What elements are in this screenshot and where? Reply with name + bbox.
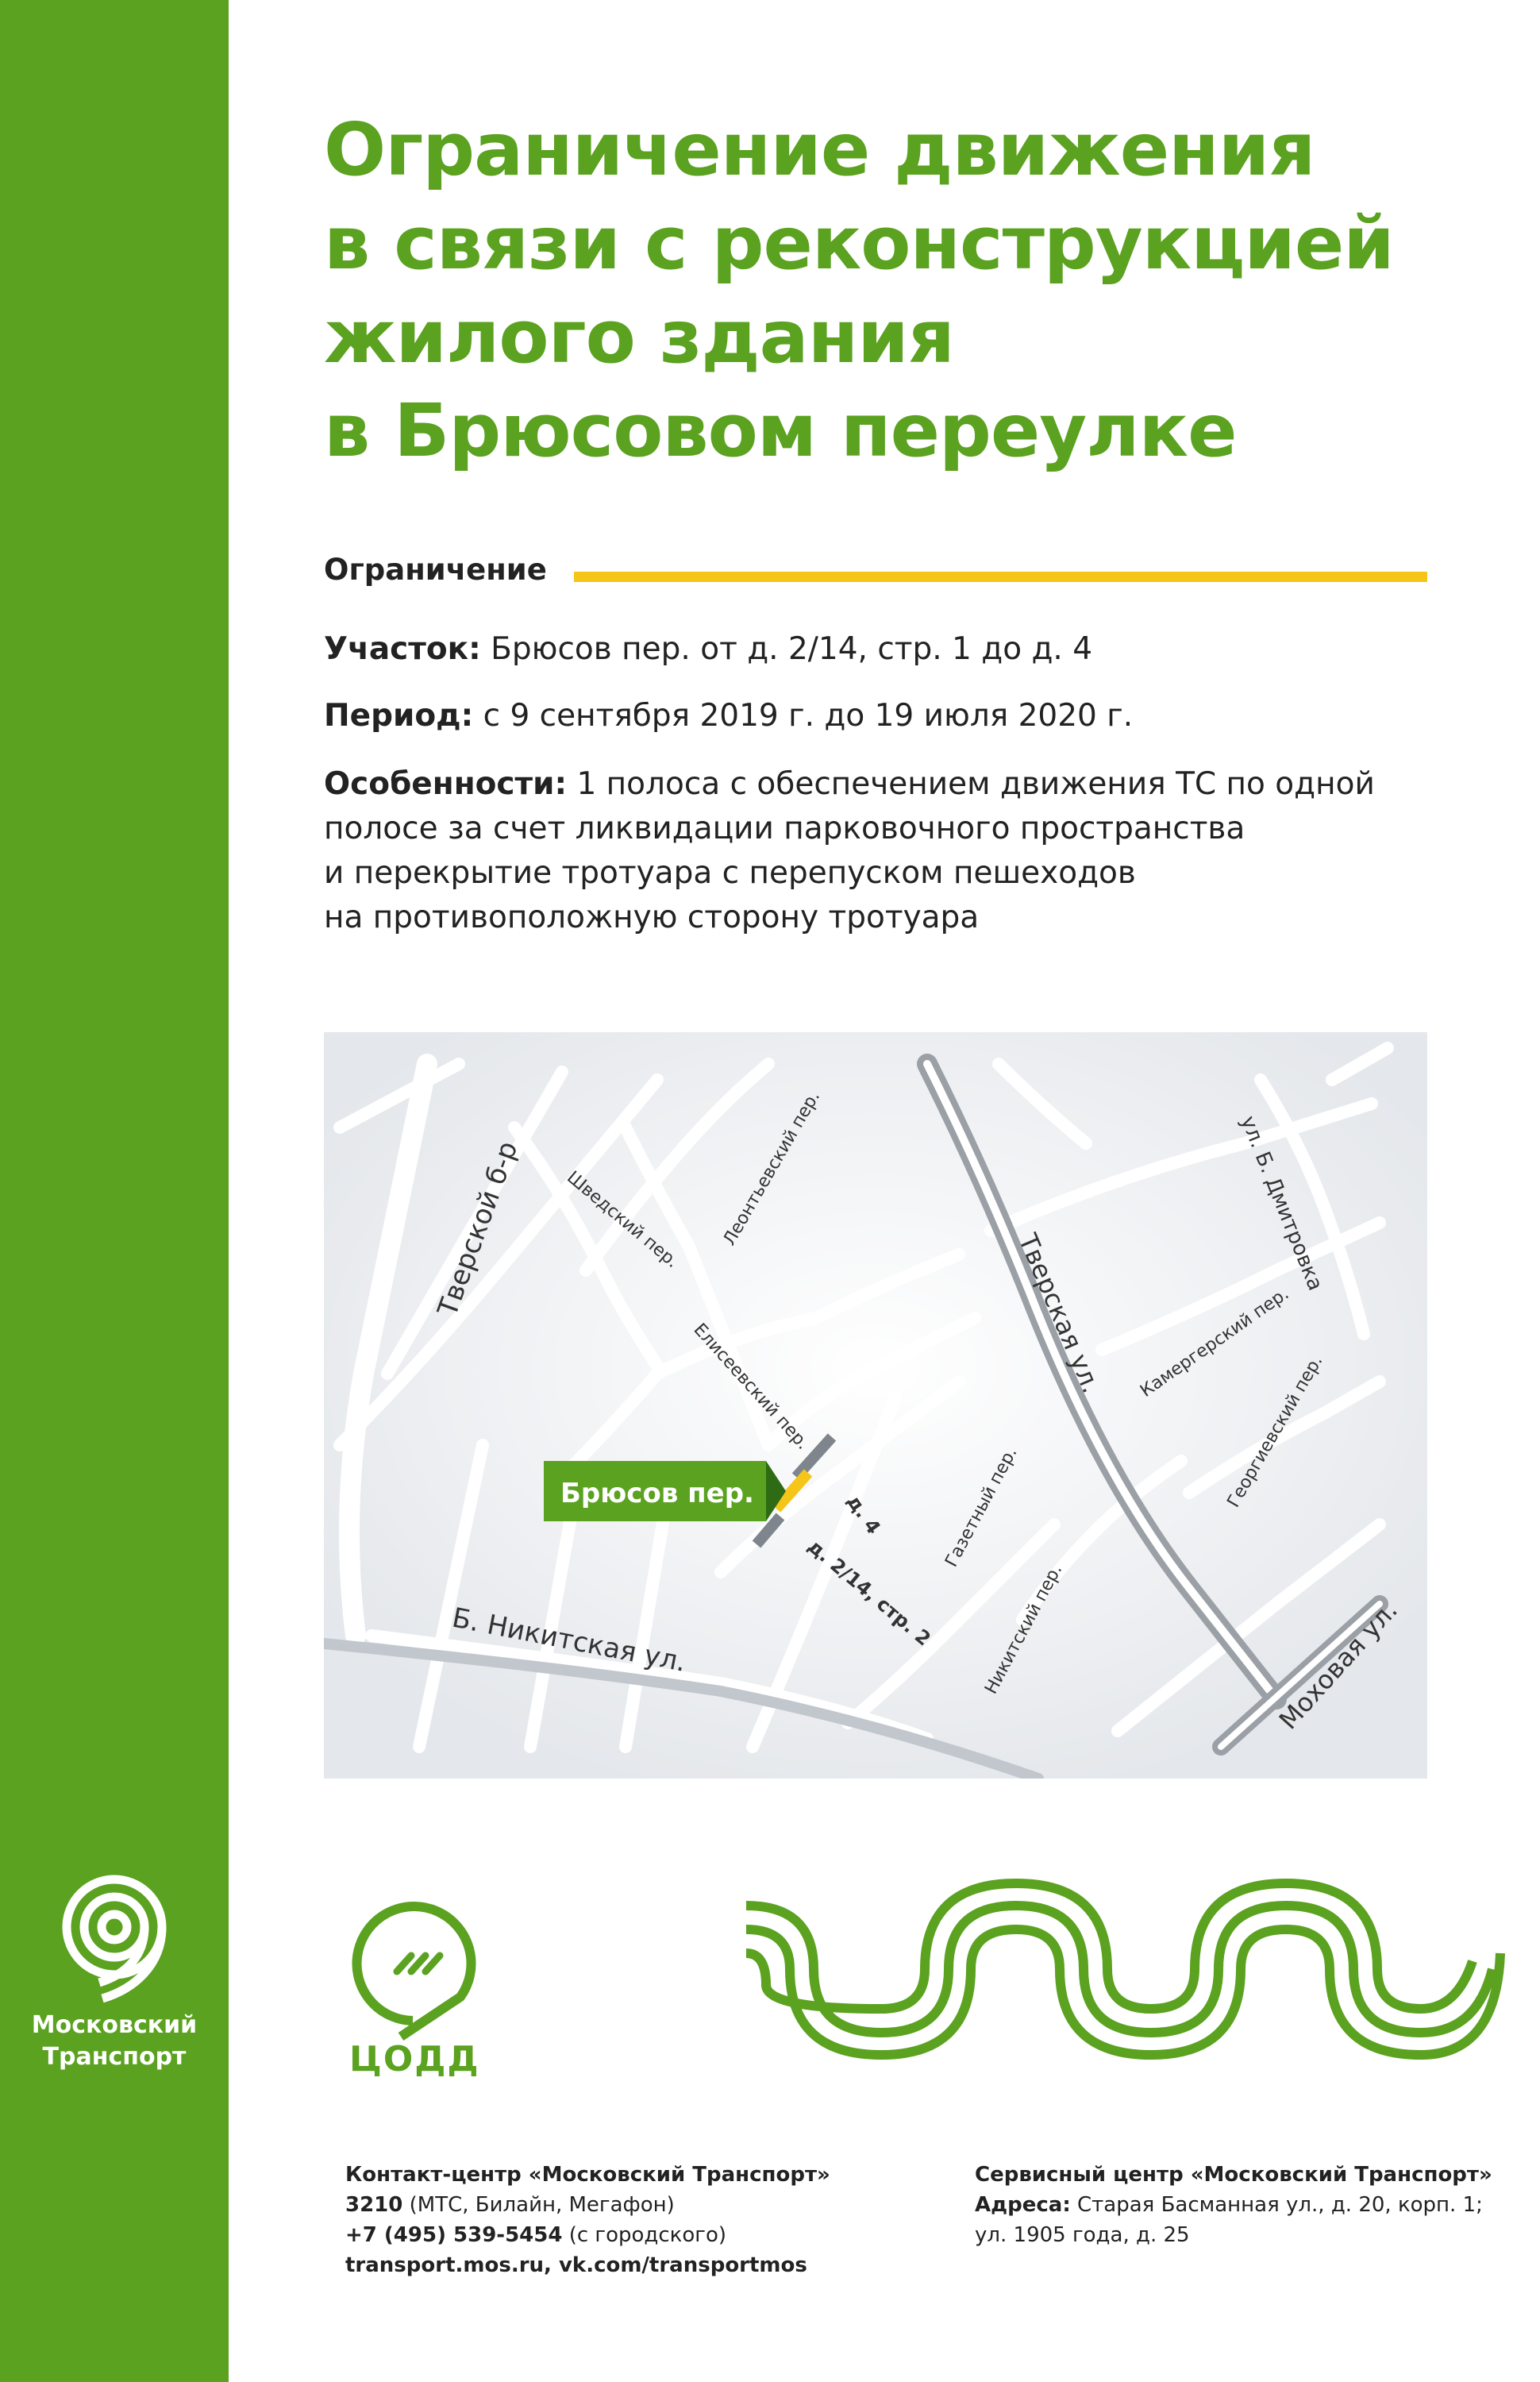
street-label: Б. Никитская ул. (449, 1601, 689, 1679)
section-line (324, 627, 1435, 672)
moscow-transport-logo (0, 1870, 229, 2073)
street-label: Тверская ул. (1012, 1229, 1107, 1398)
restriction-heading (324, 554, 1427, 586)
street-label: Камергерский пер. (1137, 1284, 1293, 1401)
city-phone: +7 (495) 539-5454 (345, 2223, 563, 2247)
short-phone-note: (МТС, Билайн, Мегафон) (402, 2193, 675, 2217)
features-line: и перекрытие тротуара с перепуском пешеходов (324, 855, 1136, 891)
street-callout (544, 1461, 786, 1521)
address-label: Адреса: (975, 2193, 1071, 2217)
street-label: Газетный пер. (941, 1443, 1022, 1571)
street-label: Тверской б-р (431, 1137, 525, 1321)
features-label: Особенности: (324, 766, 568, 802)
ctodd-label: ЦОДД (349, 2039, 480, 2079)
short-phone: 3210 (345, 2193, 403, 2217)
title-line: в связи с реконструкцией (324, 201, 1394, 286)
page-title (324, 103, 1451, 478)
accent-rule (574, 572, 1427, 582)
street-label: ул. Б. Дмитровка (1235, 1112, 1328, 1294)
street-label: Елисеевский пер. (689, 1320, 813, 1454)
address-line: Старая Басманная ул., д. 20, корп. 1; (1070, 2193, 1483, 2217)
moscow-transport-logo-icon (47, 1870, 182, 2005)
street-label: Леонтьевский пер. (719, 1087, 825, 1249)
period-line (324, 694, 1435, 738)
house-label: д. 2/14, стр. 2 (803, 1535, 935, 1651)
wave-pattern-icon (738, 1874, 1508, 2064)
address-line: ул. 1905 года, д. 25 (975, 2223, 1190, 2247)
house-label: д. 4 (842, 1490, 885, 1539)
service-center (975, 2160, 1492, 2250)
features-line: полосе за счет ликвидации парковочного пространства (324, 811, 1245, 846)
street-label: Никитский пер. (981, 1561, 1067, 1698)
website-link[interactable]: transport.mos.ru, vk.com/transportmos (345, 2253, 807, 2277)
contact-center-title: Контакт-центр «Московский Транспорт» (345, 2163, 830, 2187)
features-block (324, 762, 1435, 940)
contact-center (345, 2160, 830, 2280)
title-line: в Брюсовом переулке (324, 388, 1237, 473)
features-line: 1 полоса с обеспечением движения ТС по одной (567, 766, 1375, 802)
city-phone-note: (с городского) (562, 2223, 726, 2247)
title-line: жилого здания (324, 295, 954, 380)
service-center-title: Сервисный центр «Московский Транспорт» (975, 2163, 1492, 2187)
street-label: Шведский пер. (563, 1167, 683, 1273)
period-value: с 9 сентября 2019 г. до 19 июля 2020 г. (473, 698, 1134, 734)
section-value: Брюсов пер. от д. 2/14, стр. 1 до д. 4 (480, 631, 1093, 667)
features-line: на противоположную сторону тротуара (324, 900, 980, 935)
restriction-label: Ограничение (324, 553, 547, 587)
sidebar (0, 0, 229, 2382)
callout-label: Брюсов пер. (560, 1478, 754, 1509)
street-map (324, 1032, 1427, 1779)
logo-line-2: Транспорт (42, 2043, 187, 2071)
period-label: Период: (324, 698, 474, 734)
street-label: Георгиевский пер. (1223, 1351, 1327, 1511)
title-line: Ограничение движения (324, 107, 1315, 192)
logo-line-1: Московский (31, 2011, 198, 2039)
street-label: Моховая ул. (1272, 1594, 1403, 1736)
section-label: Участок: (324, 631, 481, 667)
